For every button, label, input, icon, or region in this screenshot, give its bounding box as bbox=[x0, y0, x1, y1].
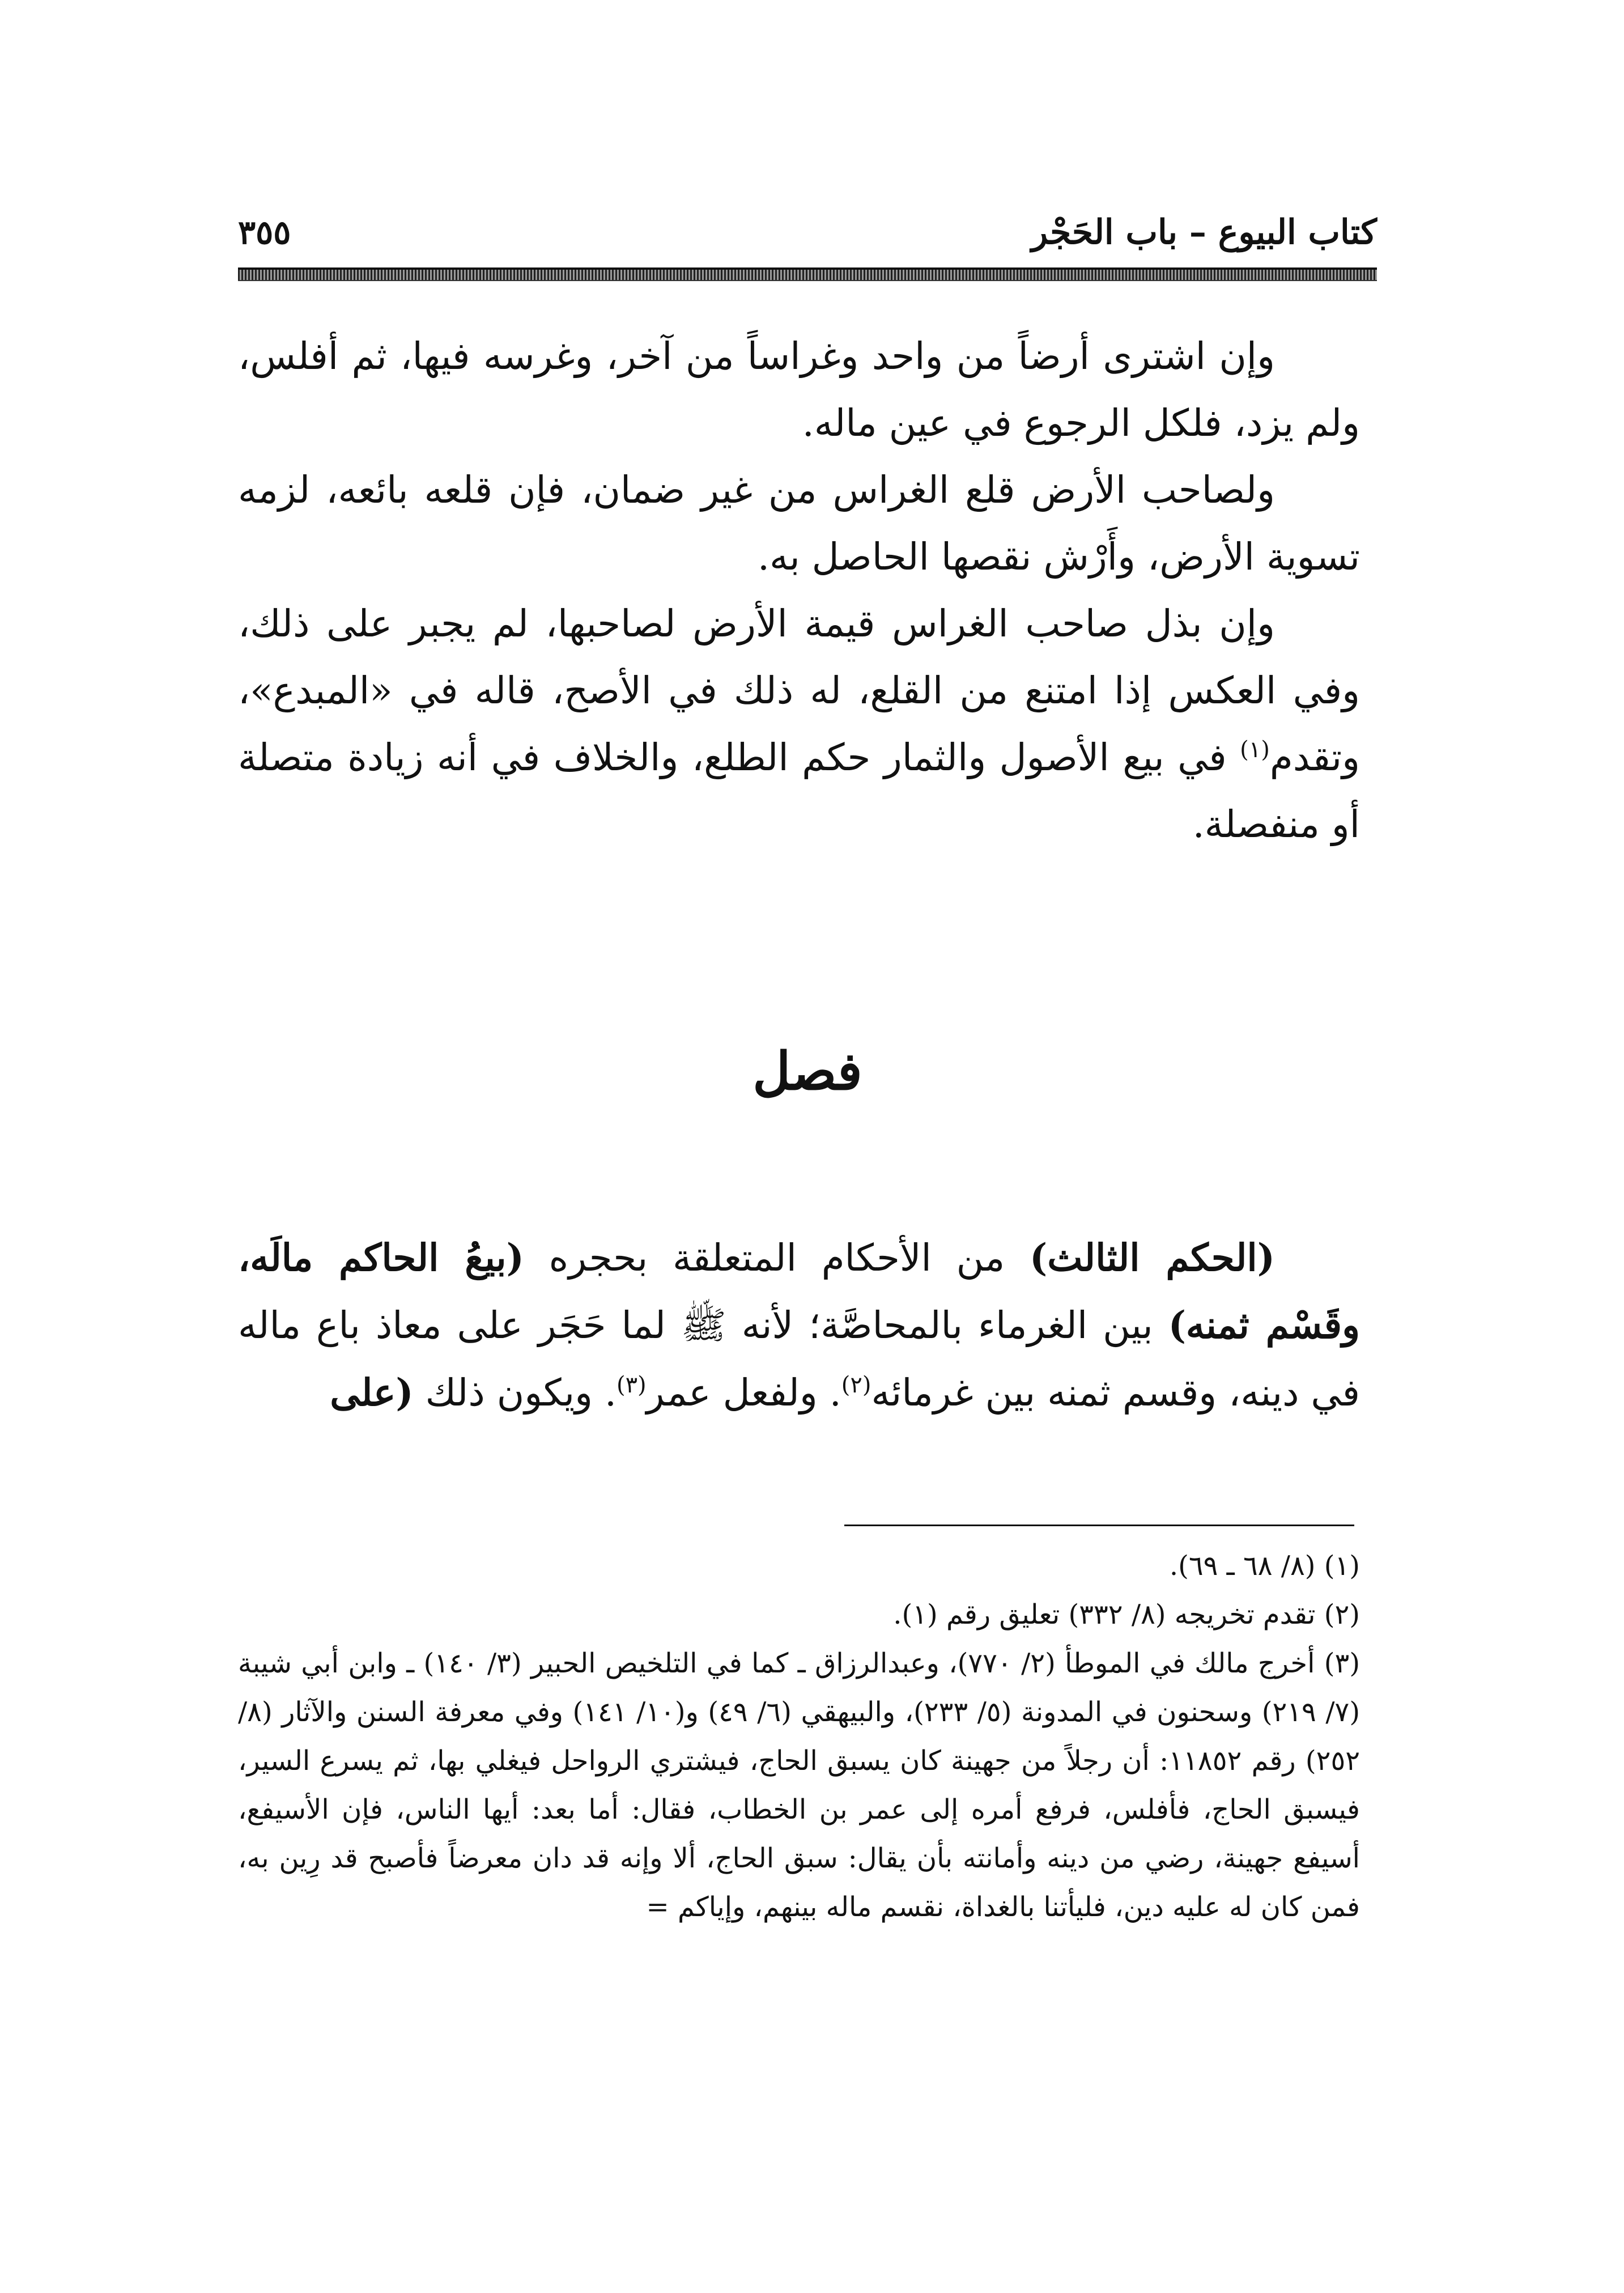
bold-phrase-3: (على bbox=[330, 1370, 414, 1415]
paragraph-2: ولصاحب الأرض قلع الغراس من غير ضمان، فإن قلعه بائعه، لزمه تسوية الأرض، وأَرْش نقصها الحاصل به. bbox=[238, 468, 1360, 579]
footnote-2 bbox=[238, 1590, 1360, 1639]
page-header bbox=[238, 210, 1377, 255]
footnote-ref-1: (١) bbox=[1240, 737, 1270, 763]
footnote-1 bbox=[238, 1542, 1360, 1590]
paragraph-4-text-2: بين الغرماء بالمحاصَّة؛ لأنه ﷺ لما حَجَر على معاذ باع ماله في دينه، وقسم ثمنه بين غرمائه bbox=[238, 1303, 1360, 1415]
footnotes bbox=[238, 1542, 1360, 1931]
footnote-number: (٣) bbox=[1324, 1647, 1361, 1679]
bold-phrase-2: (بيعُ الحاكم مالَه، وقَسْم ثمنه) bbox=[238, 1235, 1360, 1347]
footnote-text: (٨/ ٦٨ ـ ٦٩). bbox=[1169, 1550, 1316, 1582]
paragraph-3-text-b: في بيع الأصول والثمار حكم الطلع، والخلاف في أنه زيادة متصلة أو منفصلة. bbox=[238, 736, 1360, 846]
paragraph-1: وإن اشترى أرضاً من واحد وغراساً من آخر، وغرسه فيها، ثم أفلس، ولم يزد، فلكل الرجوع في عين ماله. bbox=[238, 334, 1360, 445]
paragraph-3-text-a: وإن بذل صاحب الغراس قيمة الأرض لصاحبها، لم يجبر على ذلك، وفي العكس إذا امتنع من القلع، له ذلك في الأصح، قاله في «المبدع»، وتقدم bbox=[238, 602, 1360, 779]
footnote-number: (٢) bbox=[1324, 1599, 1360, 1630]
paragraph-4-text-1: من الأحكام المتعلقة بحجره bbox=[524, 1236, 1030, 1280]
main-text bbox=[238, 323, 1360, 858]
footnote-text: تقدم تخريجه (٨/ ٣٣٢) تعليق رقم (١). bbox=[893, 1599, 1316, 1630]
footnote-text: أخرج مالك في الموطأ (٢/ ٧٧٠)، وعبدالرزاق ـ كما في التلخيص الحبير (٣/ ١٤٠) ـ وابن أبي شيبة (٧/ ٢١٩) وسحنون في المدونة (٥/ ٢٣٣)، والبيهقي (٦/ ٤٩) و(١٠/ ١٤١) وفي معرفة السنن والآثار (٨/ ٢٥٢) رقم ١١٨٥٢: أن رجلاً من جهينة كان يسبق الحاج، فيشتري الرواحل فيغلي بها، ثم يسرع السير، فيسبق الحاج، فأفلس، فرفع أمره إلى عمر بن الخطاب، فقال: أما بعد: أيها الناس، فإن الأسيفع، أسيفع جهينة، رضي من دينه وأمانته بأن يقال: سبق الحاج، ألا وإنه قد دان معرضاً فأصبح قد رِين به، فمن كان له عليه دين، فليأتنا بالغداة، نقسم ماله بينهم، وإياكم = bbox=[238, 1647, 1361, 1923]
running-title: كتاب البيوع – باب الحَجْر bbox=[1031, 213, 1377, 252]
footnote-ref-2: (٢) bbox=[841, 1372, 871, 1398]
main-text-2 bbox=[238, 1224, 1360, 1426]
paragraph-4 bbox=[238, 1224, 1360, 1426]
footnote-ref-3: (٣) bbox=[616, 1372, 647, 1398]
paragraph-4-text-4: . ويكون ذلك bbox=[413, 1371, 617, 1415]
paragraph-4-text-3: . ولفعل عمر bbox=[646, 1371, 841, 1415]
paragraph-3 bbox=[238, 591, 1360, 858]
footnote-3 bbox=[238, 1639, 1360, 1931]
footnote-separator bbox=[844, 1525, 1354, 1526]
section-heading: فصل bbox=[753, 1041, 862, 1102]
page-number: ٣٥٥ bbox=[238, 213, 291, 252]
footnote-number: (١) bbox=[1324, 1550, 1360, 1582]
header-rule bbox=[238, 267, 1377, 281]
bold-phrase-1: (الحكم الثالث) bbox=[1029, 1235, 1275, 1280]
